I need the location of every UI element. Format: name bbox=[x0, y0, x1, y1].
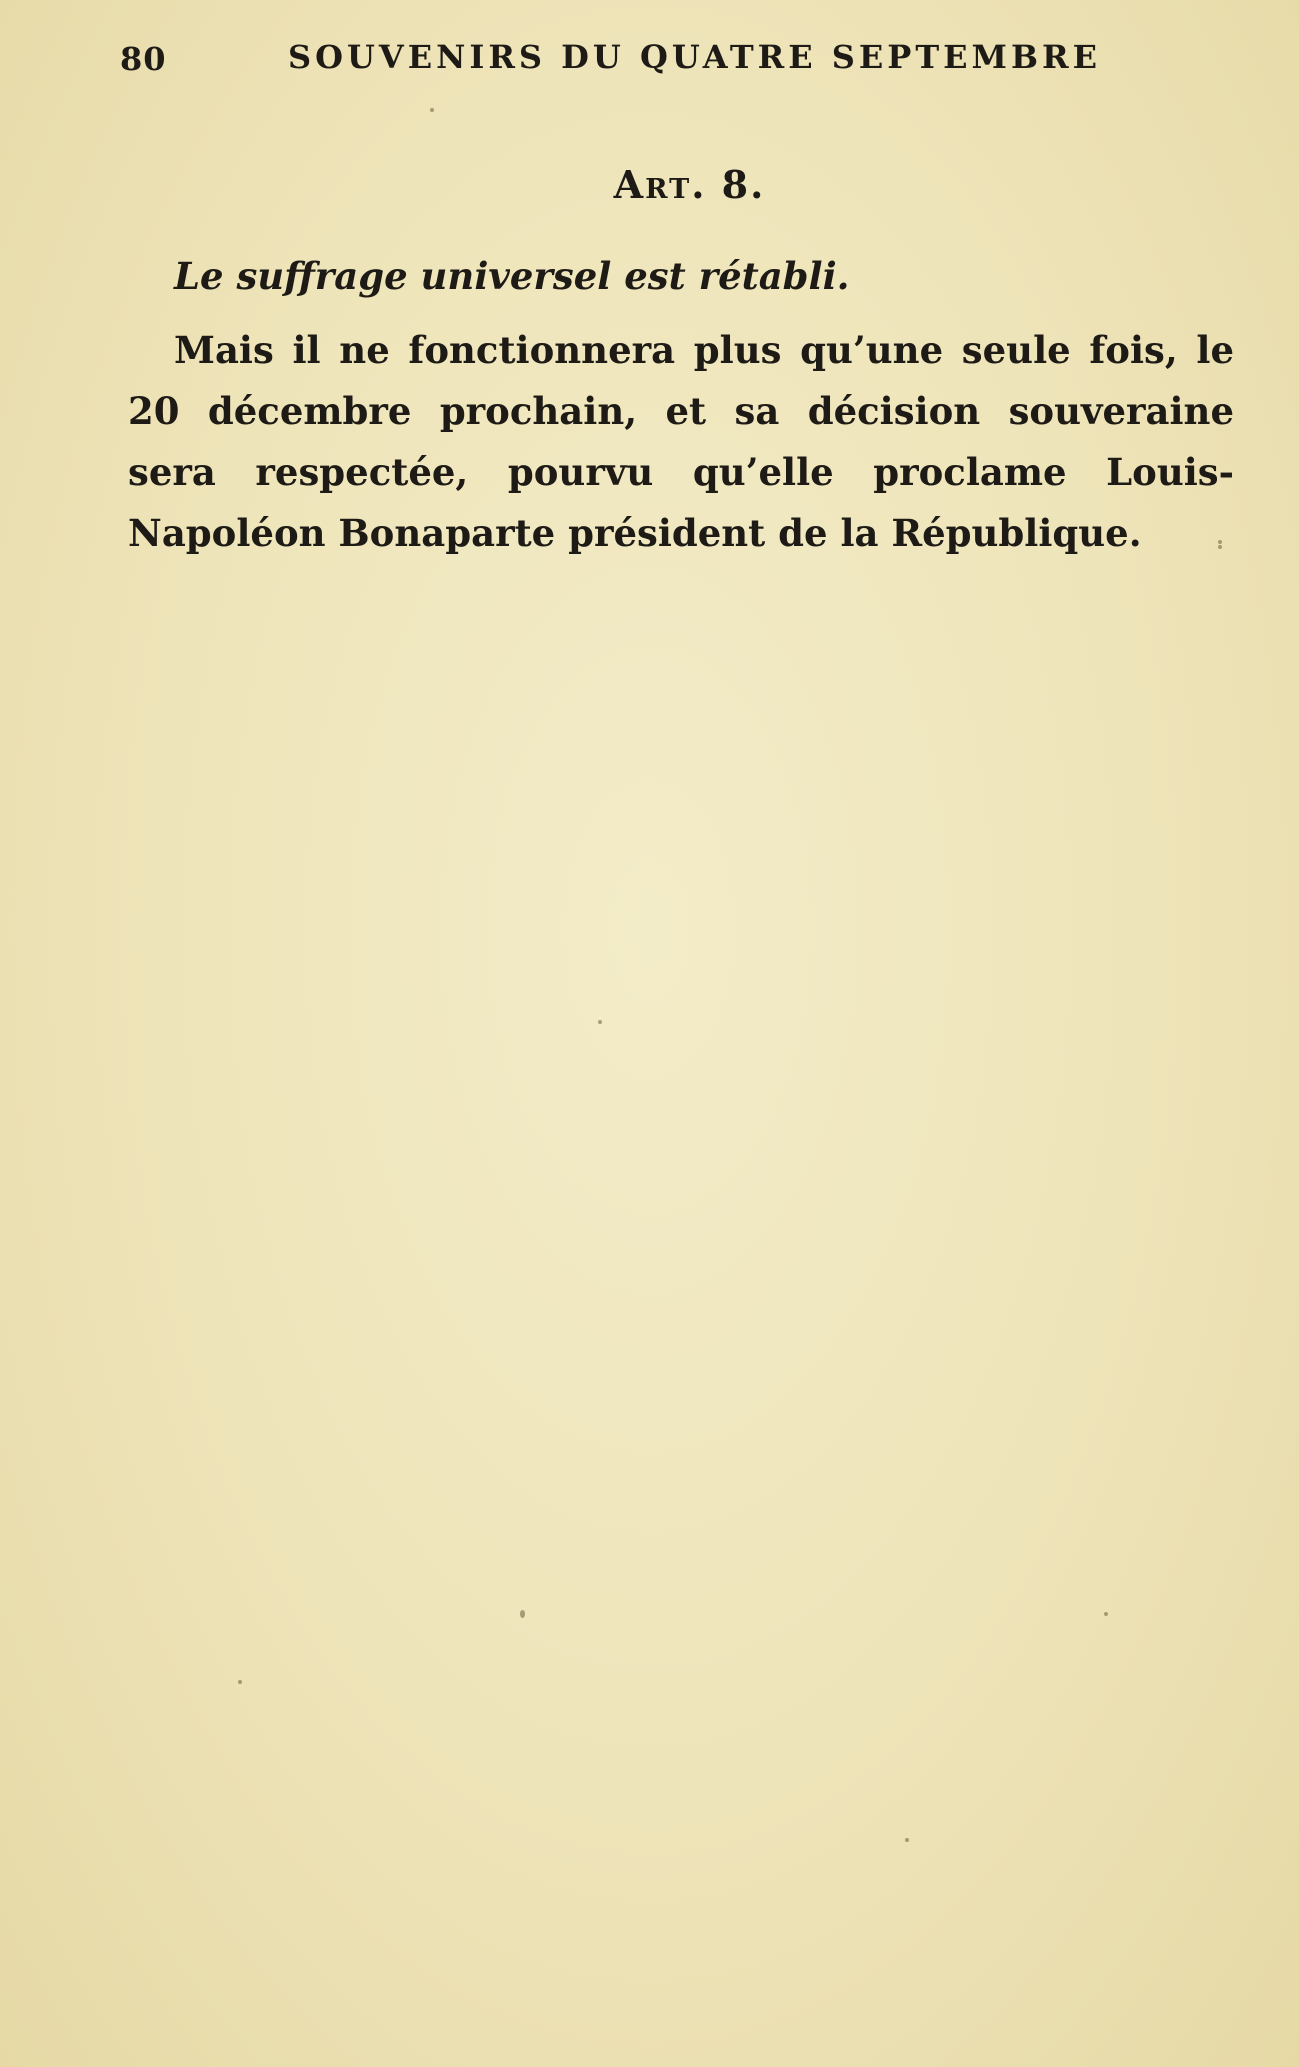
paper-speck bbox=[905, 1838, 909, 1842]
article-heading bbox=[0, 162, 1299, 207]
paper-speck bbox=[238, 1680, 242, 1684]
page-number: 80 bbox=[120, 40, 167, 78]
paper-speck bbox=[1218, 540, 1222, 544]
paper-speck bbox=[1104, 1612, 1108, 1616]
paper-speck bbox=[430, 108, 434, 112]
paper-speck bbox=[1218, 545, 1222, 549]
article-heading-text: Art. 8. bbox=[613, 162, 766, 207]
article-body-paragraph: Mais il ne fonctionnera plus qu’une seule fois, le 20 décembre prochain, et sa décision souveraine sera respectée, pourvu qu’elle proclame Louis-Napoléon Bonaparte président de la République. bbox=[128, 328, 1234, 555]
paper-speck bbox=[598, 1020, 602, 1024]
running-head bbox=[120, 38, 1120, 88]
paper-speck bbox=[520, 1610, 525, 1618]
running-title: SOUVENIRS DU QUATRE SEPTEMBRE bbox=[288, 38, 1101, 76]
article-lead-italic: Le suffrage universel est rétabli. bbox=[174, 254, 850, 298]
